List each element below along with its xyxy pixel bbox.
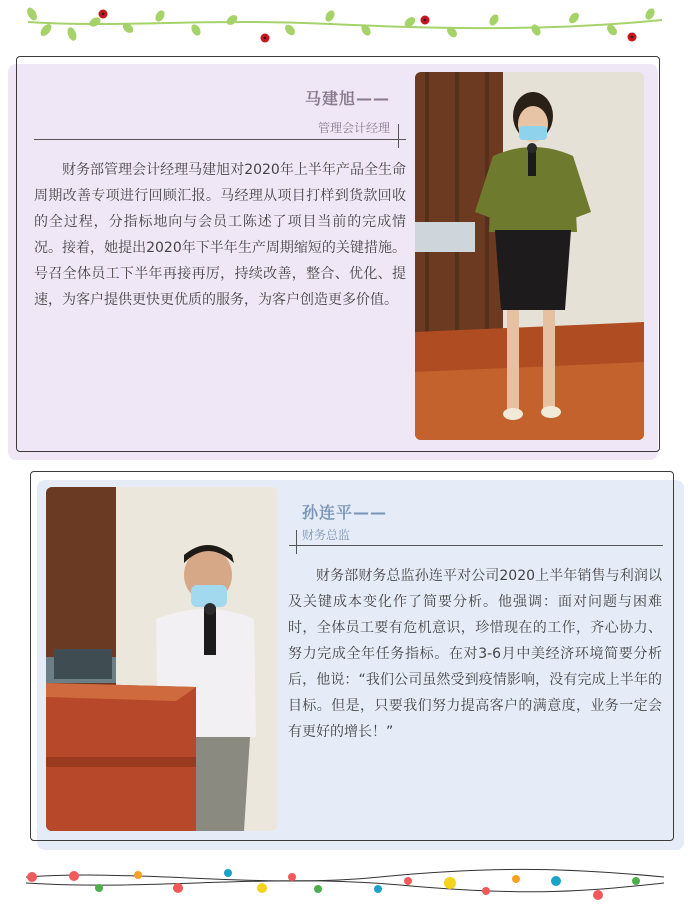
speaker-name-2: 孙连平—— bbox=[302, 503, 388, 522]
speaker-photo-man bbox=[46, 487, 277, 831]
vine-decoration bbox=[0, 0, 691, 50]
speaker-photo-woman bbox=[415, 72, 644, 440]
title-rule-2 bbox=[289, 545, 663, 546]
speaker-name-1: 马建旭—— bbox=[304, 89, 390, 108]
speaker-title-2: 财务总监 bbox=[302, 528, 351, 542]
title-rule-1 bbox=[34, 139, 406, 140]
bead-string-decoration bbox=[0, 855, 691, 904]
speaker-summary-2: 财务部财务总监孙连平对公司2020上半年销售与利润以及关键成本变化作了简要分析。他强调：面对问题与困难时，全体员工要有危机意识，珍惜现在的工作，齐心协力、努力完成全年任务指标。在对3-6月中美经济环境简要分析后，他说：“我们公司虽然受到疫情影响，没有完成上半年的目标。但是，只要我们努力提高客户的满意度，业务一定会有更好的增长！” bbox=[288, 568, 662, 740]
speaker-summary-1: 财务部管理会计经理马建旭对2020年上半年产品全生命周期改善专项进行回顾汇报。马经理从项目打样到货款回收的全过程，分指标地向与会员工陈述了项目当前的完成情况。接着，她提出2020年下半年生产周期缩短的关键措施。号召全体员工下半年再接再厉，持续改善，整合、优化、提速，为客户提供更快更优质的服务，为客户创造更多价值。 bbox=[34, 162, 406, 308]
title-tick-2 bbox=[296, 530, 297, 554]
title-tick-1 bbox=[398, 124, 399, 148]
speaker-title-1: 管理会计经理 bbox=[317, 121, 390, 135]
